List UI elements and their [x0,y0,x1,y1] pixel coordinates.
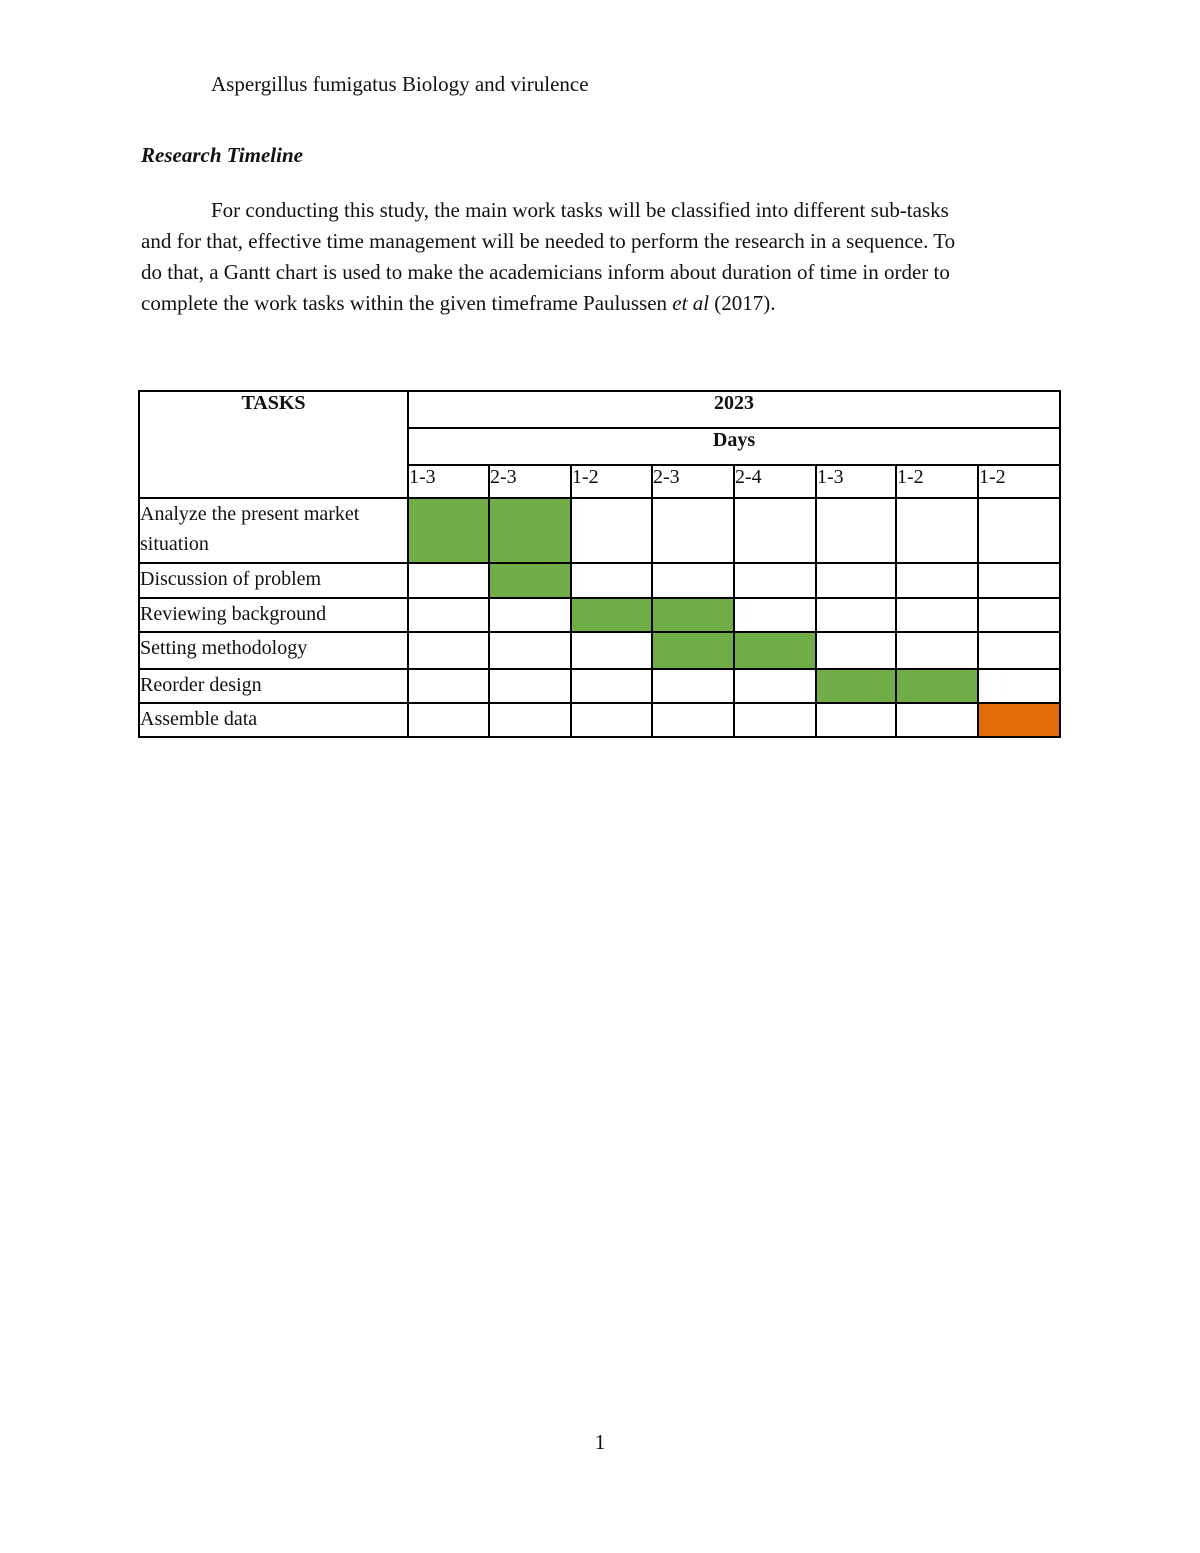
gantt-cell-empty [408,598,489,632]
gantt-cell-empty [571,632,652,669]
task-row [139,563,1060,598]
day-range-cell: 1-2 [978,465,1060,498]
gantt-cell-empty [816,498,896,563]
gantt-bar-pending [978,703,1060,737]
gantt-cell-empty [652,563,734,598]
gantt-cell-empty [571,703,652,737]
gantt-cell-empty [652,703,734,737]
day-range-cell: 2-3 [652,465,734,498]
gantt-cell-empty [816,632,896,669]
gantt-cell-empty [978,498,1060,563]
gantt-bar-done [571,598,652,632]
gantt-table [138,390,1061,738]
gantt-cell-empty [978,563,1060,598]
citation-etal: et al [672,291,710,315]
gantt-bar-done [896,669,978,703]
tasks-header: TASKS [139,391,408,498]
task-row [139,703,1060,737]
gantt-cell-empty [734,703,816,737]
year-header: 2023 [408,391,1060,428]
gantt-bar-done [408,498,489,563]
gantt-bar-done [489,498,571,563]
page-number: 1 [594,1430,606,1454]
gantt-cell-empty [896,632,978,669]
gantt-cell-empty [571,563,652,598]
gantt-cell-empty [816,598,896,632]
gantt-bar-done [652,598,734,632]
gantt-cell-empty [571,498,652,563]
gantt-cell-empty [734,498,816,563]
gantt-cell-empty [408,703,489,737]
day-range-cell: 2-4 [734,465,816,498]
gantt-cell-empty [652,669,734,703]
task-label: Assemble data [139,703,408,737]
gantt-bar-done [816,669,896,703]
gantt-bar-done [489,563,571,598]
task-row [139,498,1060,563]
gantt-cell-empty [896,703,978,737]
gantt-cell-empty [734,598,816,632]
task-row [139,669,1060,703]
gantt-cell-empty [489,703,571,737]
task-label: Setting methodology [139,632,408,669]
gantt-cell-empty [571,669,652,703]
gantt-cell-empty [734,669,816,703]
paragraph-line: For conducting this study, the main work tasks will be classified into different sub-tasks [211,198,949,222]
gantt-bar-done [652,632,734,669]
gantt-cell-empty [652,498,734,563]
paragraph-line: and for that, effective time management will be needed to perform the research in a sequence. To [141,229,956,253]
gantt-cell-empty [408,563,489,598]
body-paragraph [141,195,1061,319]
gantt-cell-empty [816,703,896,737]
gantt-cell-empty [896,563,978,598]
gantt-cell-empty [734,563,816,598]
paragraph-text: (2017). [709,291,776,315]
gantt-cell-empty [896,598,978,632]
section-heading: Research Timeline [141,143,303,167]
gantt-cell-empty [816,563,896,598]
gantt-cell-empty [896,498,978,563]
paragraph-line: do that, a Gantt chart is used to make the academicians inform about duration of time in order to [141,260,950,284]
day-range-cell: 1-2 [571,465,652,498]
gantt-cell-empty [978,669,1060,703]
days-header: Days [408,428,1060,465]
task-row [139,632,1060,669]
task-label: Reviewing background [139,598,408,632]
gantt-bar-done [734,632,816,669]
paragraph-line [141,288,1061,319]
gantt-cell-empty [489,632,571,669]
gantt-cell-empty [978,632,1060,669]
gantt-cell-empty [489,598,571,632]
running-header: Aspergillus fumigatus Biology and virulence [211,72,589,96]
task-label: Analyze the present market situation [139,498,408,563]
day-range-cell: 1-3 [816,465,896,498]
task-row [139,598,1060,632]
gantt-cell-empty [489,669,571,703]
day-range-cell: 2-3 [489,465,571,498]
gantt-cell-empty [978,598,1060,632]
task-label: Reorder design [139,669,408,703]
gantt-cell-empty [408,632,489,669]
day-range-cell: 1-2 [896,465,978,498]
paragraph-text: complete the work tasks within the given timeframe Paulussen [141,291,673,315]
day-range-cell: 1-3 [408,465,489,498]
task-label: Discussion of problem [139,563,408,598]
gantt-cell-empty [408,669,489,703]
